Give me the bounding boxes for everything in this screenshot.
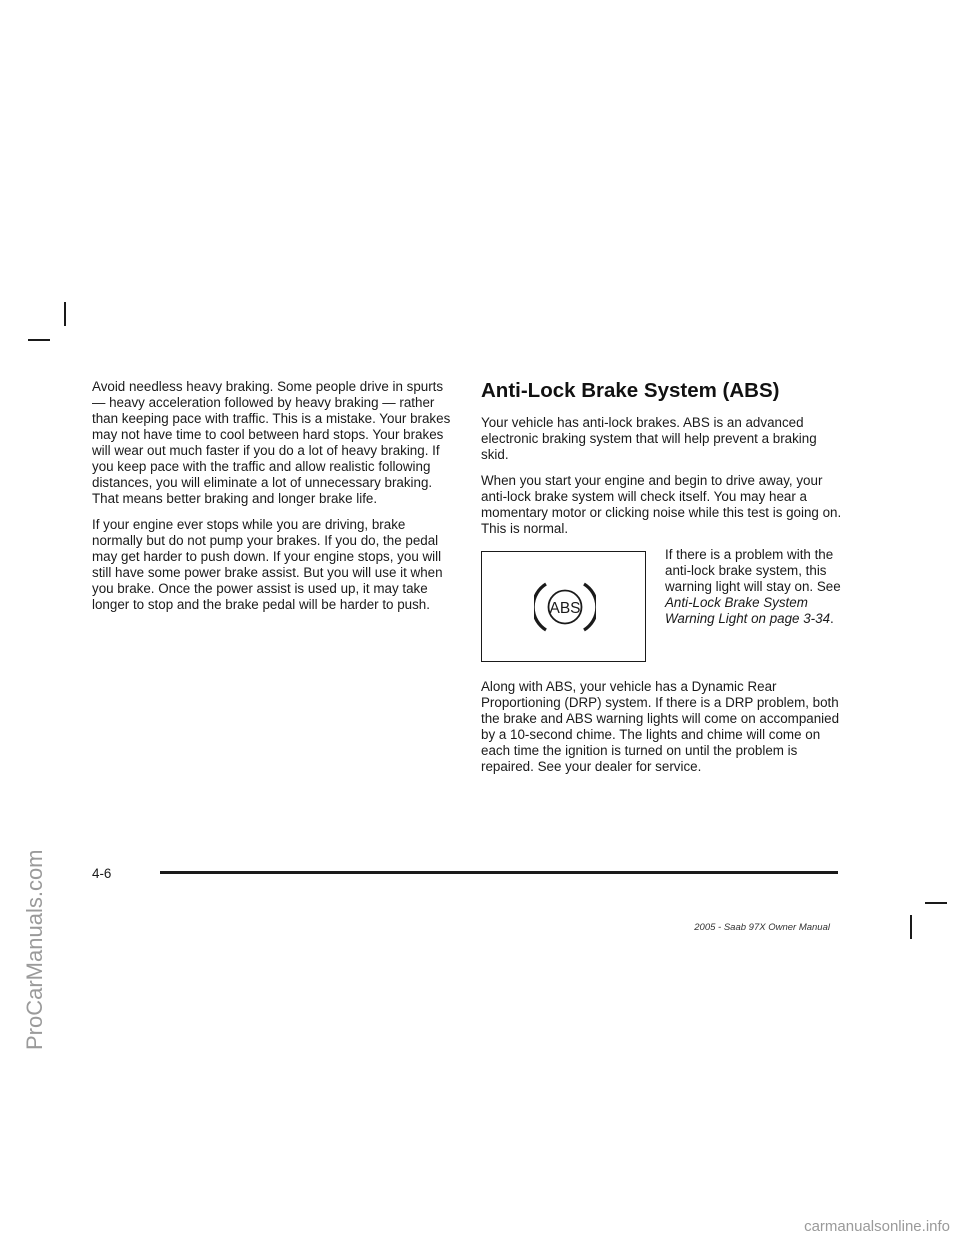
- bottom-watermark: carmanualsonline.info: [804, 1218, 950, 1235]
- left-column: [92, 379, 457, 623]
- paragraph-abs-self-check: When you start your engine and begin to drive away, your anti-lock brake system will check itself. You may hear a momentary motor or clicking noise while this test is going on. This is normal.: [481, 473, 842, 536]
- crop-mark-bottom-horizontal: [925, 902, 947, 904]
- footer-rule: [160, 871, 838, 874]
- abs-warning-light-reference[interactable]: Anti-Lock Brake System Warning Light on page 3-34: [665, 595, 831, 626]
- crop-mark-top-vertical: [64, 302, 66, 326]
- paragraph-heavy-braking: Avoid needless heavy braking. Some people drive in spurts — heavy acceleration followed by heavy braking — rather than keeping pace with traffic. This is a mistake. Your brakes may not have time to cool between hard stops. Your brakes will wear out much faster if you do a lot of heavy braking. If you keep pace with the traffic and allow realistic following distances, you will eliminate a lot of unnecessary braking. That means better braking and longer brake life.: [92, 379, 451, 506]
- abs-icon-label: ABS: [549, 600, 581, 617]
- abs-warning-text: If there is a problem with the anti-lock brake system, this warning light will stay on. See: [665, 547, 841, 594]
- paragraph-abs-intro: Your vehicle has anti-lock brakes. ABS is an advanced electronic braking system that will help prevent a braking skid.: [481, 415, 817, 462]
- manual-title: 2005 - Saab 97X Owner Manual: [694, 922, 830, 933]
- side-watermark: ProCarManuals.com: [22, 849, 47, 1050]
- paragraph-drp-system: Along with ABS, your vehicle has a Dynamic Rear Proportioning (DRP) system. If there is a DRP problem, both the brake and ABS warning lights will come on accompanied by a 10-second chime. The lights and chime will come on each time the ignition is turned on until the problem is repaired. See your dealer for service.: [481, 679, 840, 774]
- section-heading: Anti-Lock Brake System (ABS): [481, 379, 780, 402]
- abs-warning-light-box: [481, 551, 646, 662]
- crop-mark-bottom-vertical: [910, 915, 912, 939]
- abs-warning-figure: [481, 547, 846, 669]
- crop-mark-top-horizontal: [28, 339, 50, 341]
- abs-warning-text-end: .: [830, 611, 834, 626]
- right-column: [481, 379, 846, 785]
- page-number: 4-6: [92, 866, 112, 881]
- paragraph-engine-stops: If your engine ever stops while you are driving, brake normally but do not pump your brakes. If you do, the pedal may get harder to push down. If your engine stops, you will still have some power brake assist. But you will use it when you brake. Once the power assist is used up, it may take longer to stop and the brake pedal will be harder to push.: [92, 517, 443, 612]
- abs-warning-light-icon: [534, 581, 596, 633]
- abs-warning-description: [665, 547, 845, 627]
